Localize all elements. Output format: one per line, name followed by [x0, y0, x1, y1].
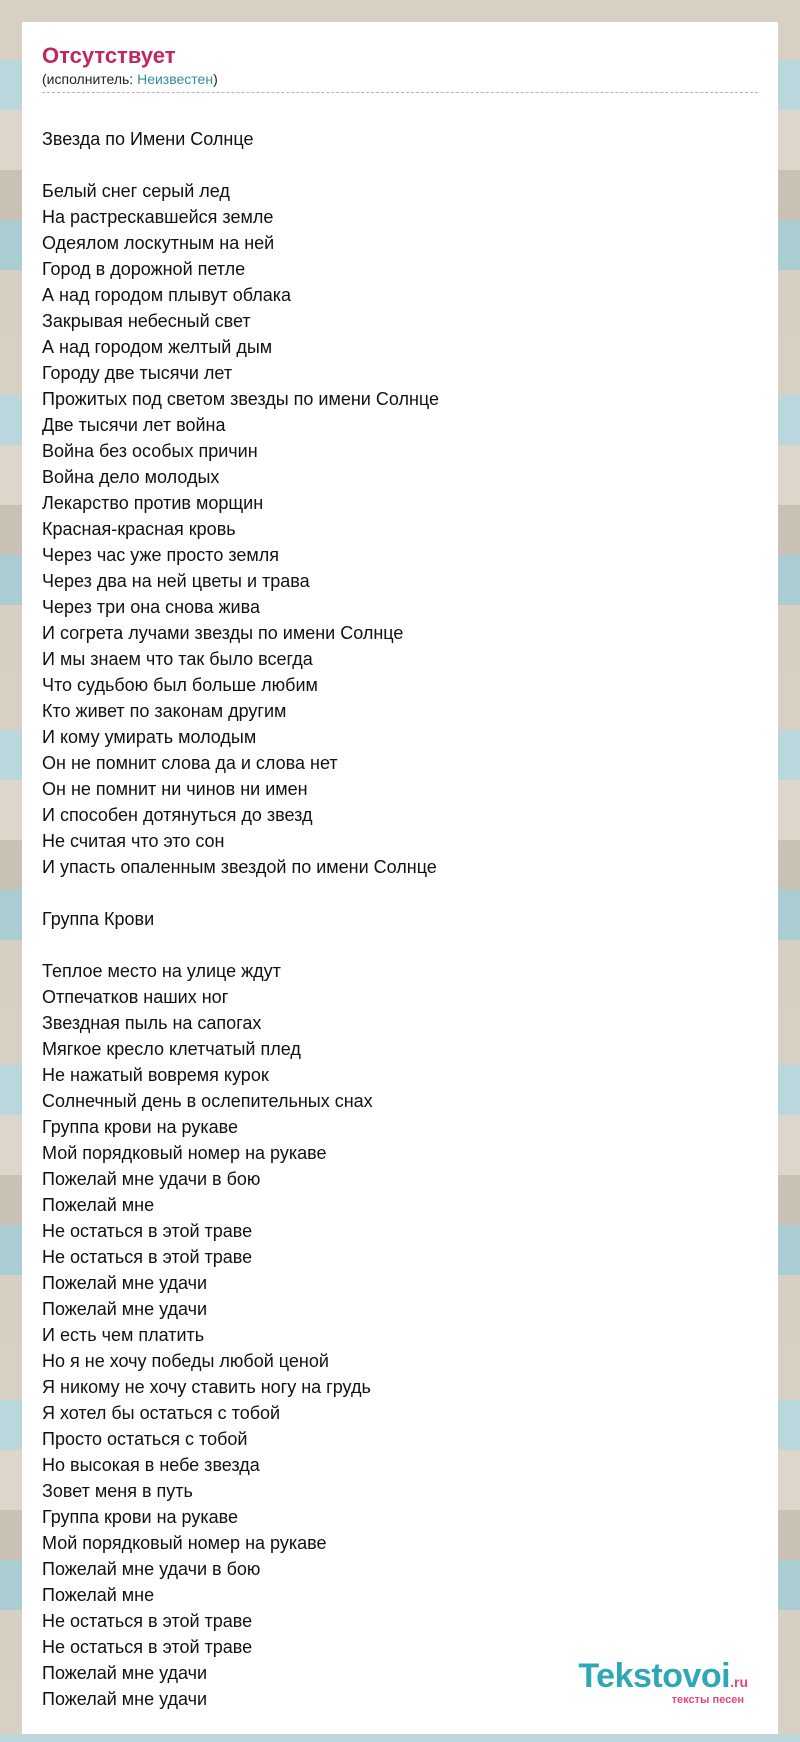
lyric-line: Но я не хочу победы любой ценой [42, 1351, 329, 1371]
lyric-line: Белый снег серый лед [42, 181, 230, 201]
lyric-line: Зовет меня в путь [42, 1481, 193, 1501]
header-divider [42, 92, 758, 93]
lyric-line: Он не помнит ни чинов ни имен [42, 779, 308, 799]
lyric-line: А над городом плывут облака [42, 285, 292, 305]
lyric-line: Кто живет по законам другим [42, 701, 287, 721]
lyric-line: Я хотел бы остаться с тобой [42, 1403, 281, 1423]
lyric-line: И способен дотянуться до звезд [42, 805, 313, 825]
lyric-line: Просто остаться с тобой [42, 1429, 248, 1449]
lyric-line: Не остаться в этой траве [42, 1247, 253, 1267]
lyric-line: Звезда по Имени Солнце [42, 129, 254, 149]
lyric-line: Пожелай мне удачи [42, 1299, 208, 1319]
lyric-line: Пожелай мне [42, 1585, 155, 1605]
lyric-line: Город в дорожной петле [42, 259, 246, 279]
logo-text: Tekstovoi [578, 1657, 731, 1695]
site-logo[interactable] [578, 1657, 748, 1706]
lyric-blank-line [42, 932, 758, 958]
lyric-line: Мой порядковый номер на рукаве [42, 1143, 327, 1163]
lyric-line: Одеялом лоскутным на ней [42, 233, 275, 253]
lyric-line: Пожелай мне удачи в бою [42, 1169, 261, 1189]
lyric-line: И упасть опаленным звездой по имени Солнце [42, 857, 437, 877]
lyric-line: Я никому не хочу ставить ногу на грудь [42, 1377, 371, 1397]
lyrics-card [22, 22, 778, 1734]
lyric-line: Не нажатый вовремя курок [42, 1065, 269, 1085]
lyric-line: Звездная пыль на сапогах [42, 1013, 262, 1033]
lyric-line: Группа Крови [42, 909, 155, 929]
lyric-line: Две тысячи лет война [42, 415, 226, 435]
lyric-line: Через три она снова жива [42, 597, 260, 617]
lyric-line: И кому умирать молодым [42, 727, 257, 747]
lyric-line: Не считая что это сон [42, 831, 225, 851]
artist-link[interactable]: Неизвестен [137, 71, 214, 87]
lyric-line: Что судьбою был больше любим [42, 675, 318, 695]
lyric-line: И есть чем платить [42, 1325, 205, 1345]
lyric-line: Группа крови на рукаве [42, 1117, 238, 1137]
lyric-line: Прожитых под светом звезды по имени Солнце [42, 389, 440, 409]
lyric-line: Пожелай мне удачи [42, 1689, 208, 1709]
lyric-line: Закрывая небесный свет [42, 311, 251, 331]
lyric-line: И согрета лучами звезды по имени Солнце [42, 623, 404, 643]
lyric-line: Солнечный день в ослепительных снах [42, 1091, 373, 1111]
lyric-line: Не остаться в этой траве [42, 1611, 253, 1631]
lyric-line: На растрескавшейся земле [42, 207, 274, 227]
lyric-line: Мой порядковый номер на рукаве [42, 1533, 327, 1553]
lyric-line: Через час уже просто земля [42, 545, 280, 565]
lyric-line: Мягкое кресло клетчатый плед [42, 1039, 301, 1059]
lyric-line: Отпечатков наших ног [42, 987, 229, 1007]
lyric-line: Через два на ней цветы и трава [42, 571, 310, 591]
lyric-line: Лекарство против морщин [42, 493, 264, 513]
lyric-line: Пожелай мне удачи в бою [42, 1559, 261, 1579]
lyric-line: Городу две тысячи лет [42, 363, 233, 383]
lyric-line: Пожелай мне удачи [42, 1663, 208, 1683]
lyric-line: И мы знаем что так было всегда [42, 649, 313, 669]
lyric-line: Война без особых причин [42, 441, 258, 461]
lyric-line: Война дело молодых [42, 467, 220, 487]
lyric-line: Пожелай мне удачи [42, 1273, 208, 1293]
lyric-line: А над городом желтый дым [42, 337, 273, 357]
lyric-line: Группа крови на рукаве [42, 1507, 238, 1527]
lyric-line: Теплое место на улице ждут [42, 961, 281, 981]
lyric-blank-line [42, 880, 758, 906]
logo-domain: .ru [730, 1674, 748, 1690]
lyric-line: Не остаться в этой траве [42, 1637, 253, 1657]
artist-prefix: (исполнитель: [42, 71, 138, 87]
lyric-blank-line [42, 152, 758, 178]
artist-suffix: ) [213, 71, 218, 87]
logo-subtitle: тексты песен [671, 1694, 744, 1706]
lyric-line: Он не помнит слова да и слова нет [42, 753, 338, 773]
lyrics-text [42, 126, 758, 1712]
lyric-line: Не остаться в этой траве [42, 1221, 253, 1241]
song-title: Отсутствует [42, 43, 176, 68]
artist-line [42, 70, 758, 88]
song-header [42, 42, 758, 93]
lyric-line: Но высокая в небе звезда [42, 1455, 260, 1475]
lyric-line: Красная-красная кровь [42, 519, 236, 539]
lyric-line: Пожелай мне [42, 1195, 155, 1215]
